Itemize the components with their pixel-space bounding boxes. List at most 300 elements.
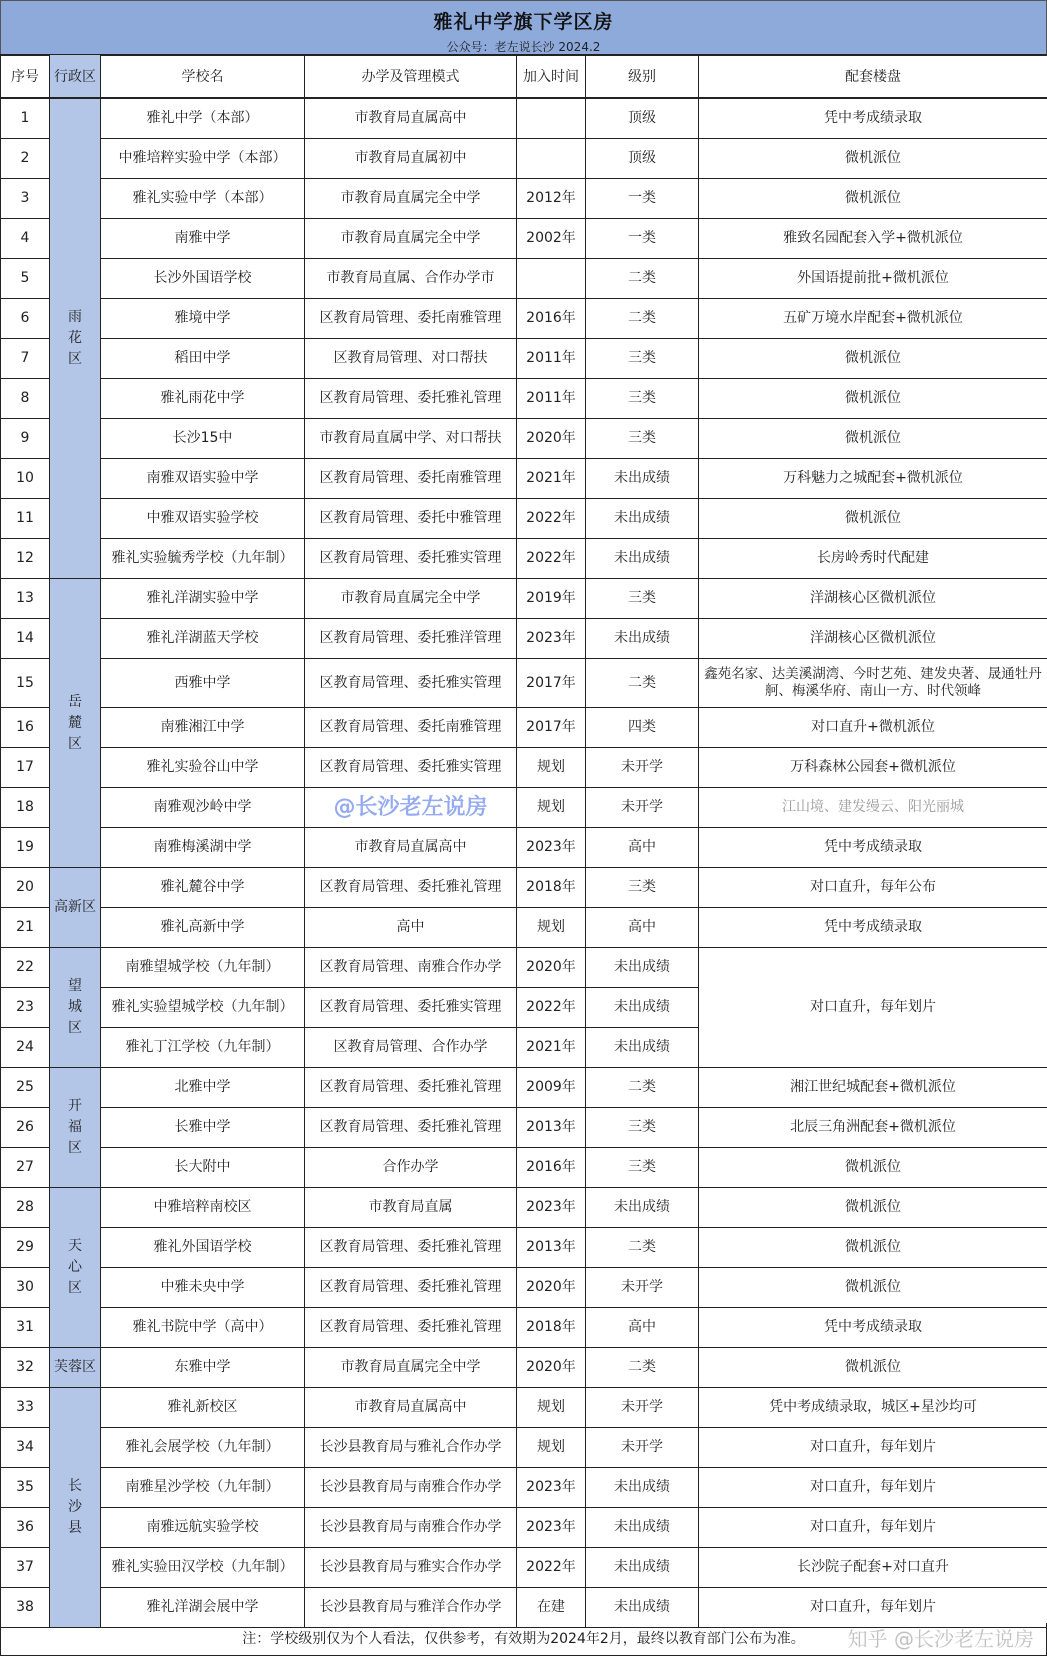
- management-mode: [305, 908, 517, 948]
- management-mode: [305, 1108, 517, 1148]
- housing-estates-text: 微机派位: [845, 1359, 901, 1375]
- table-row: [1, 1268, 1047, 1308]
- join-year-text: 2023年: [526, 1519, 576, 1535]
- housing-estates: [699, 828, 1047, 868]
- school-name: [101, 1188, 305, 1228]
- school-name-text: 雅礼洋湖蓝天学校: [146, 630, 259, 646]
- table-row: [1, 299, 1047, 339]
- school-name: [101, 179, 305, 219]
- management-mode: [305, 1548, 517, 1588]
- management-mode: [305, 1588, 517, 1628]
- management-mode: [305, 788, 517, 828]
- table-row: [1, 379, 1047, 419]
- join-year: [517, 1508, 586, 1548]
- management-mode-text: 区教育局管理、对口帮扶: [333, 350, 488, 366]
- school-name: [101, 788, 305, 828]
- row-number-text: 8: [20, 390, 30, 406]
- row-number-text: 4: [20, 230, 30, 246]
- join-year-text: 2011年: [526, 390, 576, 406]
- row-number: [1, 299, 50, 339]
- join-year-text: 2020年: [526, 959, 576, 975]
- row-number-text: 11: [16, 510, 34, 526]
- join-year-text: 2020年: [526, 430, 576, 446]
- housing-estates-text: 外国语提前批+微机派位: [797, 270, 949, 286]
- school-level-text: 二类: [628, 1359, 656, 1375]
- school-name-text: 北雅中学: [174, 1079, 231, 1095]
- school-level: [586, 219, 699, 259]
- management-mode-text: 市教育局直属高中: [354, 1399, 467, 1415]
- row-number: [1, 868, 50, 908]
- management-mode: [305, 828, 517, 868]
- management-mode: [305, 988, 517, 1028]
- district-cell: [50, 1068, 101, 1188]
- row-number: [1, 1308, 50, 1348]
- join-year-text: 2009年: [526, 1079, 576, 1095]
- join-year-text: 2022年: [526, 550, 576, 566]
- school-level: [586, 299, 699, 339]
- row-number: [1, 1508, 50, 1548]
- housing-estates-text: 凭中考成绩录取: [824, 839, 922, 855]
- management-mode: [305, 379, 517, 419]
- school-level: [586, 1268, 699, 1308]
- management-mode-text: 区教育局管理、委托雅礼管理: [319, 879, 502, 895]
- school-level-text: 三类: [628, 1119, 656, 1135]
- school-level: [586, 1068, 699, 1108]
- column-header-mode: 办学及管理模式: [305, 55, 517, 99]
- housing-estates: [699, 1308, 1047, 1348]
- join-year: [517, 1108, 586, 1148]
- school-level: [586, 1388, 699, 1428]
- row-number: [1, 988, 50, 1028]
- watermark-corner: 知乎 @长沙老左说房: [847, 1627, 1034, 1651]
- housing-estates: [699, 1108, 1047, 1148]
- table-row: [1, 1148, 1047, 1188]
- district-cell-text: 长沙县: [68, 1478, 82, 1536]
- school-name-text: 雅礼外国语学校: [153, 1239, 252, 1255]
- housing-estates-text: 对口直升，每年划片: [810, 1519, 936, 1535]
- row-number: [1, 828, 50, 868]
- join-year: [517, 1028, 586, 1068]
- housing-estates: [699, 1148, 1047, 1188]
- row-number: [1, 459, 50, 499]
- district-cell-text: 芙蓉区: [54, 1359, 96, 1375]
- housing-estates: [699, 1588, 1047, 1628]
- management-mode: [305, 539, 517, 579]
- row-number: [1, 948, 50, 988]
- housing-estates: [699, 659, 1047, 708]
- row-number: [1, 499, 50, 539]
- school-name: [101, 1108, 305, 1148]
- school-level-text: 二类: [628, 674, 656, 691]
- school-level: [586, 1348, 699, 1388]
- housing-estates: [699, 579, 1047, 619]
- join-year-text: 2017年: [526, 719, 576, 735]
- school-level-text: 三类: [628, 1159, 656, 1175]
- row-number-text: 32: [16, 1359, 34, 1375]
- school-name-text: 雅礼丁江学校（九年制）: [125, 1039, 280, 1055]
- join-year: [517, 339, 586, 379]
- join-year: [517, 1428, 586, 1468]
- school-name: [101, 339, 305, 379]
- row-number: [1, 748, 50, 788]
- row-number: [1, 539, 50, 579]
- district-cell-text: 天心区: [68, 1238, 82, 1296]
- join-year-text: 2002年: [526, 230, 576, 246]
- table-row: [1, 539, 1047, 579]
- management-mode: [305, 459, 517, 499]
- school-level-text: 二类: [628, 310, 656, 326]
- table-header-row: [1, 55, 1047, 99]
- table-row: [1, 788, 1047, 828]
- row-number-text: 18: [16, 799, 34, 815]
- management-mode: [305, 1308, 517, 1348]
- join-year: [517, 1228, 586, 1268]
- table-row: [1, 659, 1047, 708]
- management-mode: [305, 1388, 517, 1428]
- school-name-text: 长雅中学: [174, 1119, 231, 1135]
- housing-estates-text: 微机派位: [845, 190, 901, 206]
- housing-estates: [699, 1348, 1047, 1388]
- management-mode: [305, 868, 517, 908]
- join-year: [517, 299, 586, 339]
- housing-estates-text: 江山境、建发缦云、阳光丽城: [782, 799, 964, 815]
- school-name-text: 雅礼洋湖实验中学: [146, 590, 259, 606]
- row-number: [1, 1108, 50, 1148]
- row-number-text: 7: [20, 350, 30, 366]
- row-number-text: 38: [16, 1599, 34, 1615]
- join-year-text: 2022年: [526, 510, 576, 526]
- row-number: [1, 579, 50, 619]
- housing-estates: [699, 948, 1047, 1068]
- district-cell: [50, 1188, 101, 1348]
- school-name: [101, 908, 305, 948]
- school-name-text: 西雅中学: [174, 674, 231, 691]
- row-number: [1, 1428, 50, 1468]
- school-name: [101, 419, 305, 459]
- table-row: [1, 339, 1047, 379]
- footer: [0, 1623, 1047, 1656]
- row-number: [1, 1588, 50, 1628]
- watermark-diagonal: @长沙老左说房: [333, 794, 488, 820]
- housing-estates: [699, 339, 1047, 379]
- housing-estates-text: 微机派位: [845, 1279, 901, 1295]
- school-level-text: 一类: [628, 190, 656, 206]
- management-mode: [305, 419, 517, 459]
- school-name-text: 雅礼麓谷中学: [160, 879, 245, 895]
- row-number: [1, 1148, 50, 1188]
- management-mode-text: 市教育局直属完全中学: [340, 1359, 481, 1375]
- school-name: [101, 139, 305, 179]
- row-number-text: 9: [20, 430, 30, 446]
- district-cell: [50, 1388, 101, 1628]
- school-level-text: 二类: [628, 1239, 656, 1255]
- management-mode-text: 区教育局管理、委托南雅管理: [319, 310, 502, 326]
- join-year: [517, 748, 586, 788]
- housing-estates-text: 对口直升，每年划片: [810, 1439, 936, 1455]
- row-number-text: 21: [16, 919, 34, 935]
- management-mode-text: 区教育局管理、委托南雅管理: [319, 470, 502, 486]
- school-district-table: [0, 54, 1047, 1628]
- school-level: [586, 1028, 699, 1068]
- housing-estates-text: 对口直升，每年划片: [810, 1599, 936, 1615]
- row-number-text: 3: [20, 190, 30, 206]
- management-mode: [305, 948, 517, 988]
- school-name: [101, 868, 305, 908]
- school-name-text: 中雅未央中学: [160, 1279, 245, 1295]
- district-cell: [50, 98, 101, 579]
- join-year: [517, 1068, 586, 1108]
- school-name: [101, 619, 305, 659]
- school-name-text: 雅礼中学（本部）: [146, 110, 259, 126]
- management-mode-text: 区教育局管理、委托雅礼管理: [319, 1119, 502, 1135]
- housing-estates: [699, 179, 1047, 219]
- join-year: [517, 708, 586, 748]
- school-level: [586, 708, 699, 748]
- school-name: [101, 1308, 305, 1348]
- row-number-text: 34: [16, 1439, 34, 1455]
- district-cell: [50, 868, 101, 948]
- school-name: [101, 259, 305, 299]
- management-mode-text: 区教育局管理、委托南雅管理: [319, 719, 502, 735]
- school-level-text: 未出成绩: [614, 630, 670, 646]
- school-level: [586, 539, 699, 579]
- row-number: [1, 259, 50, 299]
- housing-estates: [699, 219, 1047, 259]
- management-mode-text: 区教育局管理、委托雅实管理: [319, 999, 502, 1015]
- management-mode: [305, 1148, 517, 1188]
- table-row: [1, 868, 1047, 908]
- school-level-text: 二类: [628, 270, 656, 286]
- school-level: [586, 948, 699, 988]
- housing-estates-text: 凭中考成绩录取: [824, 1319, 922, 1335]
- school-level-text: 一类: [628, 230, 656, 246]
- school-level-text: 高中: [628, 839, 656, 855]
- management-mode-text: 区教育局管理、委托雅礼管理: [319, 1239, 502, 1255]
- join-year-text: 2023年: [526, 630, 576, 646]
- school-level: [586, 499, 699, 539]
- table-row: [1, 1348, 1047, 1388]
- housing-estates-text: 微机派位: [845, 350, 901, 366]
- management-mode-text: 高中: [396, 919, 425, 935]
- school-name-text: 雅礼雨花中学: [160, 390, 245, 406]
- column-header-school: 学校名: [101, 55, 305, 99]
- school-level-text: 未开学: [621, 1439, 663, 1455]
- housing-estates-text: 长沙院子配套+对口直升: [797, 1559, 949, 1575]
- housing-estates-text: 北辰三角洲配套+微机派位: [790, 1119, 956, 1135]
- school-level-text: 未出成绩: [614, 1519, 670, 1535]
- management-mode-text: 区教育局管理、委托中雅管理: [319, 510, 502, 526]
- join-year: [517, 459, 586, 499]
- join-year: [517, 139, 586, 179]
- table-row: [1, 179, 1047, 219]
- housing-estates-text: 对口直升，每年公布: [810, 879, 936, 895]
- join-year-text: 2013年: [526, 1239, 576, 1255]
- management-mode-text: 区教育局管理、委托雅洋管理: [319, 630, 502, 646]
- school-level: [586, 828, 699, 868]
- school-name: [101, 1148, 305, 1188]
- school-level-text: 三类: [628, 590, 656, 606]
- management-mode-text: 区教育局管理、委托雅礼管理: [319, 1319, 502, 1335]
- table-row: [1, 459, 1047, 499]
- row-number-text: 30: [16, 1279, 34, 1295]
- housing-estates-text: 洋湖核心区微机派位: [810, 590, 936, 606]
- join-year: [517, 1188, 586, 1228]
- housing-estates: [699, 1188, 1047, 1228]
- housing-estates: [699, 908, 1047, 948]
- management-mode-text: 市教育局直属: [368, 1199, 453, 1215]
- district-cell: [50, 1348, 101, 1388]
- school-level: [586, 179, 699, 219]
- row-number: [1, 1068, 50, 1108]
- school-name-text: 东雅中学: [174, 1359, 231, 1375]
- school-name: [101, 1388, 305, 1428]
- management-mode-text: 市教育局直属初中: [354, 150, 467, 166]
- table-row: [1, 1588, 1047, 1628]
- school-name-text: 南雅望城学校（九年制）: [125, 959, 280, 975]
- school-name: [101, 708, 305, 748]
- row-number: [1, 708, 50, 748]
- management-mode: [305, 98, 517, 139]
- table-body: [1, 98, 1047, 1628]
- join-year: [517, 1388, 586, 1428]
- join-year: [517, 259, 586, 299]
- join-year: [517, 539, 586, 579]
- row-number: [1, 659, 50, 708]
- management-mode-text: 市教育局直属完全中学: [340, 190, 481, 206]
- table-row: [1, 219, 1047, 259]
- join-year-text: 2021年: [526, 1039, 576, 1055]
- school-name: [101, 828, 305, 868]
- row-number: [1, 339, 50, 379]
- school-name: [101, 1548, 305, 1588]
- join-year: [517, 908, 586, 948]
- join-year-text: 在建: [537, 1599, 565, 1615]
- school-name-text: 雅礼书院中学（高中）: [132, 1319, 273, 1335]
- school-name: [101, 1428, 305, 1468]
- school-name-text: 南雅双语实验中学: [146, 470, 259, 486]
- housing-estates-text: 对口直升+微机派位: [811, 719, 935, 735]
- join-year: [517, 379, 586, 419]
- housing-estates-text: 微机派位: [845, 1199, 901, 1215]
- school-name: [101, 379, 305, 419]
- row-number-text: 19: [16, 839, 34, 855]
- management-mode: [305, 579, 517, 619]
- row-number-text: 13: [16, 590, 34, 606]
- join-year: [517, 1268, 586, 1308]
- row-number: [1, 179, 50, 219]
- row-number-text: 22: [16, 959, 34, 975]
- school-level: [586, 1148, 699, 1188]
- school-name: [101, 659, 305, 708]
- school-level: [586, 748, 699, 788]
- school-level: [586, 619, 699, 659]
- school-level: [586, 1548, 699, 1588]
- join-year: [517, 788, 586, 828]
- table-row: [1, 908, 1047, 948]
- row-number-text: 25: [16, 1079, 34, 1095]
- school-name-text: 中雅培粹南校区: [153, 1199, 252, 1215]
- table-row: [1, 1108, 1047, 1148]
- school-level-text: 高中: [628, 1319, 656, 1335]
- management-mode: [305, 1068, 517, 1108]
- row-number-text: 31: [16, 1319, 34, 1335]
- page-subtitle: 公众号：老左说长沙 2024.2: [446, 40, 601, 54]
- row-number-text: 24: [16, 1039, 34, 1055]
- row-number-text: 23: [16, 999, 34, 1015]
- management-mode: [305, 1428, 517, 1468]
- housing-estates-text: 五矿万境水岸配套+微机派位: [783, 310, 963, 326]
- housing-estates: [699, 98, 1047, 139]
- management-mode: [305, 179, 517, 219]
- management-mode: [305, 619, 517, 659]
- table-row: [1, 1508, 1047, 1548]
- housing-estates: [699, 539, 1047, 579]
- management-mode-text: 市教育局直属、合作办学市: [326, 270, 495, 286]
- school-level-text: 顶级: [628, 110, 656, 126]
- school-name-text: 雅礼实验望城学校（九年制）: [111, 999, 294, 1015]
- management-mode: [305, 1348, 517, 1388]
- management-mode-text: 区教育局管理、委托雅实管理: [319, 759, 502, 775]
- table-row: [1, 948, 1047, 988]
- housing-estates: [699, 619, 1047, 659]
- table-row: [1, 1548, 1047, 1588]
- school-name: [101, 98, 305, 139]
- column-header-district: 行政区: [50, 55, 101, 99]
- join-year: [517, 1548, 586, 1588]
- management-mode: [305, 139, 517, 179]
- row-number: [1, 1228, 50, 1268]
- school-name: [101, 988, 305, 1028]
- row-number-text: 6: [20, 310, 30, 326]
- district-cell-text: 开福区: [68, 1098, 82, 1156]
- row-number-text: 27: [16, 1159, 34, 1175]
- column-header-year: 加入时间: [517, 55, 586, 99]
- table-row: [1, 1468, 1047, 1508]
- management-mode: [305, 1028, 517, 1068]
- join-year-text: 规划: [537, 919, 565, 935]
- management-mode: [305, 1468, 517, 1508]
- management-mode-text: 长沙县教育局与南雅合作办学: [319, 1519, 502, 1535]
- school-level-text: 未出成绩: [614, 550, 670, 566]
- housing-estates: [699, 1548, 1047, 1588]
- row-number: [1, 1468, 50, 1508]
- district-cell: [50, 948, 101, 1068]
- management-mode-text: 市教育局直属完全中学: [340, 230, 481, 246]
- housing-estates-text: 万科森林公园套+微机派位: [790, 759, 956, 775]
- table-row: [1, 579, 1047, 619]
- join-year-text: 2022年: [526, 999, 576, 1015]
- school-name: [101, 299, 305, 339]
- school-name: [101, 539, 305, 579]
- join-year-text: 规划: [537, 759, 565, 775]
- row-number: [1, 788, 50, 828]
- housing-estates-text: 微机派位: [845, 510, 901, 526]
- housing-estates: [699, 1228, 1047, 1268]
- management-mode: [305, 1188, 517, 1228]
- row-number: [1, 1348, 50, 1388]
- school-name-text: 南雅观沙岭中学: [153, 799, 252, 815]
- management-mode: [305, 1268, 517, 1308]
- housing-estates: [699, 708, 1047, 748]
- school-level: [586, 659, 699, 708]
- join-year-text: 规划: [537, 1439, 565, 1455]
- title-band: [0, 0, 1047, 56]
- management-mode: [305, 339, 517, 379]
- school-level: [586, 1588, 699, 1628]
- housing-estates-text: 凭中考成绩录取: [824, 110, 922, 126]
- join-year: [517, 659, 586, 708]
- housing-estates: [699, 459, 1047, 499]
